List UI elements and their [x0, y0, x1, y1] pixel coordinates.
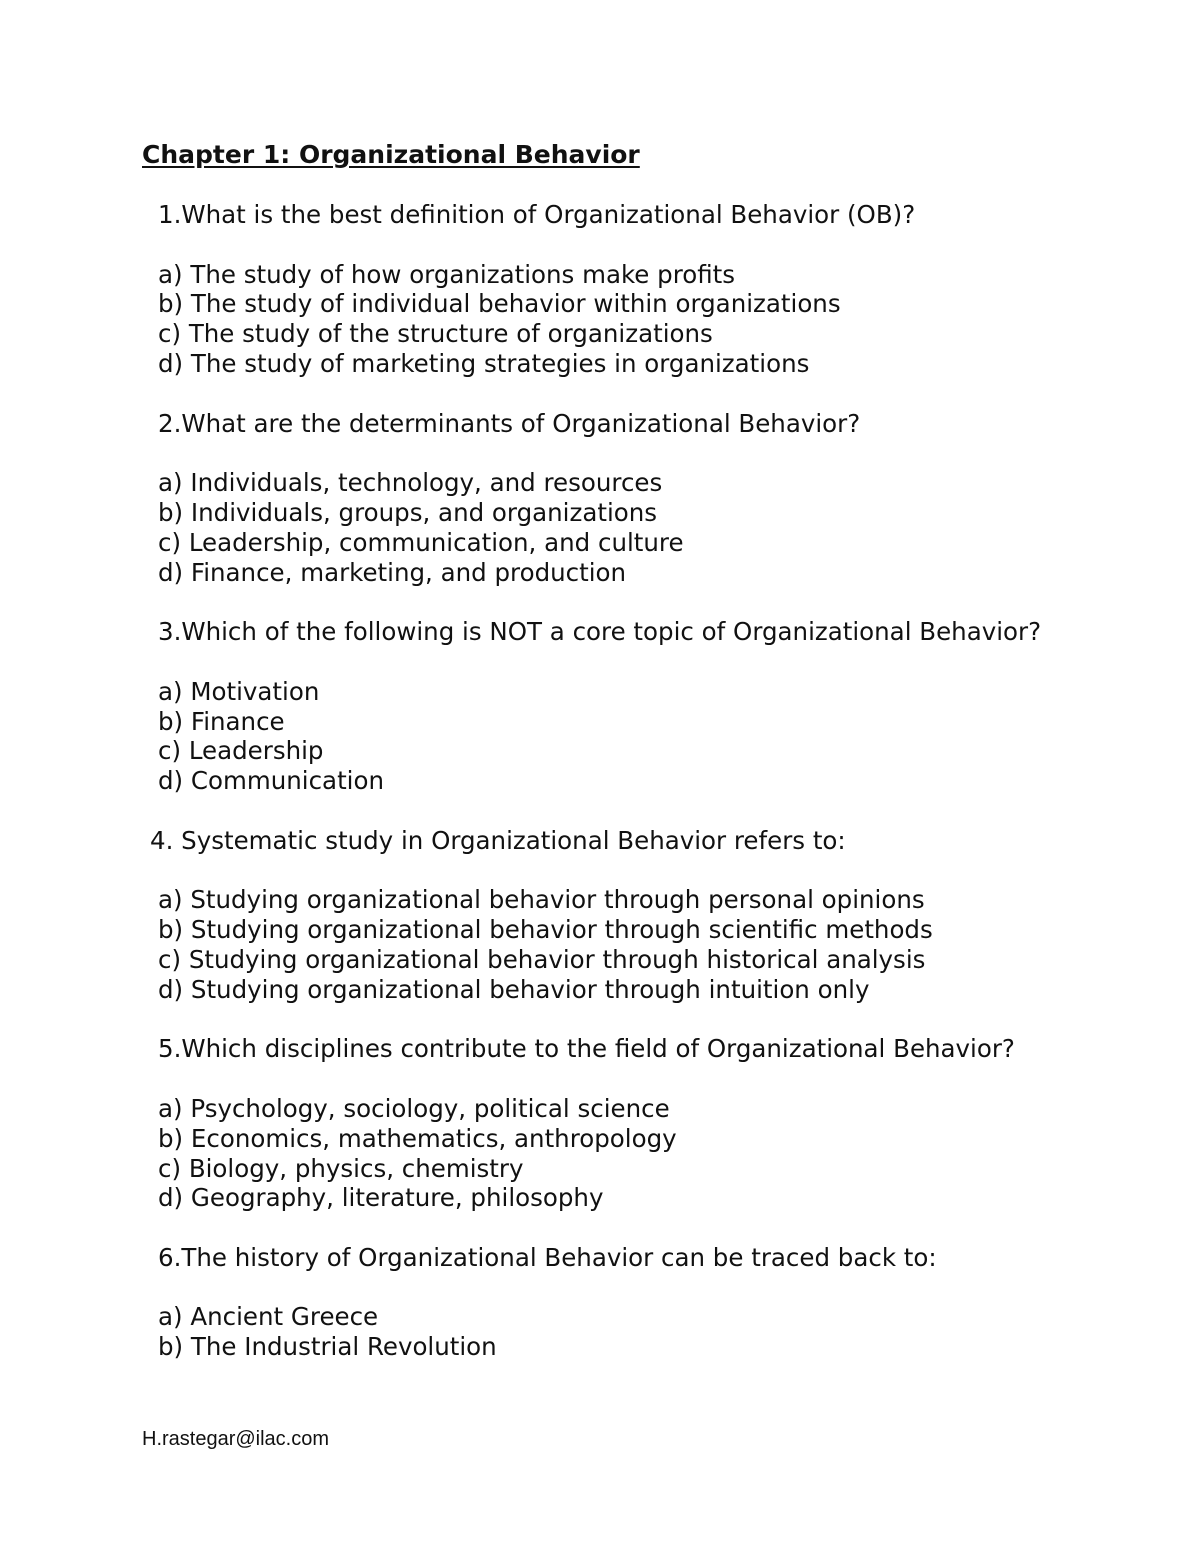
question-4-options — [142, 885, 1102, 1004]
option-b: b) Economics, mathematics, anthropology — [158, 1123, 677, 1153]
option-a: a) Ancient Greece — [158, 1302, 379, 1332]
option-d: d) Geography, literature, philosophy — [158, 1183, 604, 1213]
question-1-options — [142, 260, 1102, 379]
question-3-options — [142, 677, 1102, 796]
question-list — [142, 200, 1102, 1362]
option-a: a) Studying organizational behavior through personal opinions — [158, 885, 925, 915]
spacer — [142, 1064, 1102, 1094]
option-d: d) Finance, marketing, and production — [158, 557, 627, 587]
option-b: b) Finance — [158, 706, 285, 736]
spacer — [142, 587, 1102, 617]
option-c: c) Leadership, communication, and culture — [158, 527, 684, 557]
option-c: c) Studying organizational behavior through historical analysis — [158, 944, 926, 974]
spacer — [142, 438, 1102, 468]
question-1: 1.What is the best definition of Organizational Behavior (OB)? — [158, 200, 916, 229]
option-b: b) Individuals, groups, and organizations — [158, 497, 658, 527]
spacer — [142, 856, 1102, 886]
spacer — [142, 647, 1102, 677]
option-b: b) Studying organizational behavior through scientific methods — [158, 915, 933, 945]
question-2: 2.What are the determinants of Organizational Behavior? — [158, 408, 861, 438]
question-5-options — [142, 1094, 1102, 1213]
option-a: a) Individuals, technology, and resources — [158, 468, 663, 498]
page-title: Chapter 1: Organizational Behavior — [142, 140, 640, 169]
option-a: a) Motivation — [158, 676, 320, 706]
spacer — [142, 379, 1102, 409]
option-d: d) Communication — [158, 766, 385, 796]
option-c: c) The study of the structure of organizations — [158, 319, 713, 349]
question-3: 3.Which of the following is NOT a core topic of Organizational Behavior? — [158, 617, 1042, 647]
option-b: b) The study of individual behavior within organizations — [158, 289, 841, 319]
option-a: a) Psychology, sociology, political science — [158, 1093, 670, 1123]
spacer — [142, 1213, 1102, 1243]
option-a: a) The study of how organizations make profits — [158, 259, 736, 289]
option-b: b) The Industrial Revolution — [158, 1332, 497, 1362]
question-4: 4. Systematic study in Organizational Behavior refers to: — [150, 825, 846, 855]
question-2-options — [142, 468, 1102, 587]
question-6-options — [142, 1302, 1102, 1362]
question-6: 6.The history of Organizational Behavior can be traced back to: — [158, 1242, 937, 1272]
option-c: c) Leadership — [158, 736, 324, 766]
spacer — [142, 1273, 1102, 1303]
spacer — [142, 1005, 1102, 1035]
spacer — [142, 796, 1102, 826]
option-c: c) Biology, physics, chemistry — [158, 1153, 524, 1183]
footer-email: H.rastegar@ilac.com — [142, 1428, 330, 1450]
question-5: 5.Which disciplines contribute to the field of Organizational Behavior? — [158, 1034, 1015, 1064]
option-d: d) Studying organizational behavior through intuition only — [158, 974, 870, 1004]
spacer — [142, 230, 1102, 260]
option-d: d) The study of marketing strategies in organizations — [158, 348, 810, 378]
